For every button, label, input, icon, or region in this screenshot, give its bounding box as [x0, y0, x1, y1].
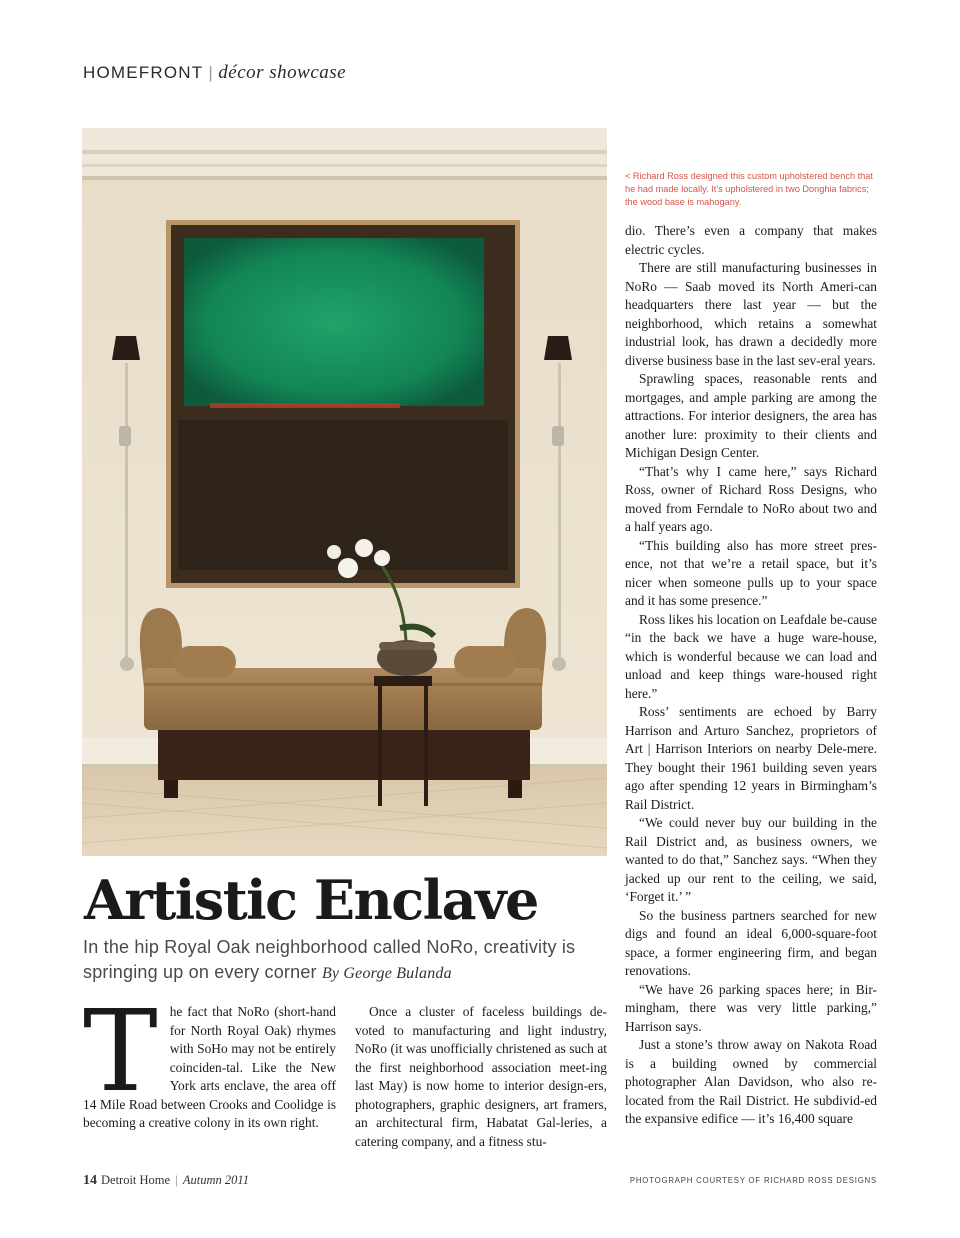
paragraph: Ross likes his location on Leafdale be-cause “in the back we have a huge ware-house, which is wonderful because we can load and unload and keep things ware-housed right here.”	[625, 611, 877, 701]
section-label	[83, 62, 346, 84]
paragraph: “This building also has more street pres-ence, not that we’re a retail space, but it’s nicer when someone pulls up to your space and it has some presence.”	[625, 537, 877, 608]
paragraph: There are still manufacturing businesses in NoRo — Saab moved its North Ameri-can headquarters there last year — but the neighborhood, which retains a somewhat industrial look, has drawn a decidedly more diverse business base in the last sev-eral years.	[625, 260, 877, 368]
paragraph: he fact that NoRo (short-hand for North Royal Oak) rhymes with SoHo may not be entirely coinciden-tal. Like the New York arts enclave, the area off 14 Mile Road between Crooks and Coolidge is becoming a creative colony in its own right.	[83, 1004, 336, 1130]
article-deck	[83, 935, 613, 986]
paragraph: Ross’ sentiments are echoed by Barry Harrison and Arturo Sanchez, proprietors of Art | Harrison Interiors on nearby Dele-mere. They bought their 1961 building seven years ago after spending 12 years in Birmingham’s Rail District.	[625, 704, 877, 812]
section-divider: |	[208, 63, 214, 82]
article-column-right	[625, 222, 877, 1129]
article-column-left	[83, 987, 336, 1133]
paragraph: “We could never buy our building in the Rail District and, as business owners, we wanted to do that,” Sanchez says. “When they jacked up our rent to the ceiling, we said, ‘Forget it.’ ”	[625, 815, 877, 904]
article-headline: Artistic Enclave	[84, 868, 538, 932]
section-name: HOMEFRONT	[83, 63, 204, 82]
page-footer	[83, 1173, 249, 1189]
page-number: 14	[83, 1173, 97, 1188]
paragraph: Sprawling spaces, reasonable rents and mortgages, and ample parking are among the attractions. For interior designers, the area has another lure: proximity to their clients and Michigan Design Center.	[625, 371, 877, 460]
paragraph: “We have 26 parking spaces here; in Bir-mingham, there was very little parking,” Harrison says.	[625, 981, 877, 1034]
paragraph: Once a cluster of faceless buildings de-voted to manufacturing and light industry, NoRo (it was unofficially christened as such at the first neighborhood association meet-ing last May) is now home to interior design-ers, photographers, graphic designers, art framers, an architectural firm, Habatat Gal-leries, a catering company, and a fitness stu-	[355, 1004, 607, 1149]
article-column-middle	[355, 1003, 607, 1151]
section-subtitle: décor showcase	[218, 62, 347, 83]
drop-cap: T	[83, 987, 158, 1117]
deck-text: In the hip Royal Oak neighborhood called NoRo, creativity is springing up on every corner	[83, 937, 576, 982]
byline: By George Bulanda	[321, 965, 452, 982]
feature-photo-illustration	[82, 128, 607, 856]
paragraph: Just a stone’s throw away on Nakota Road is a building owned by commercial photographer Alan Davidson, who also re-located from the Rail District. He subdivid-ed the expansive edifice — it’s 16,400 square	[625, 1037, 877, 1126]
issue-date: Autumn 2011	[182, 1173, 249, 1187]
photo-credit: PHOTOGRAPH COURTESY OF RICHARD ROSS DESIGNS	[629, 1176, 877, 1185]
paragraph: “That’s why I came here,” says Richard Ross, owner of Richard Ross Designs, who moved from Ferndale to NoRo about two and a half years ago.	[625, 463, 877, 534]
feature-photo	[82, 128, 607, 856]
paragraph: dio. There’s even a company that makes electric cycles.	[625, 223, 877, 257]
footer-divider: |	[172, 1173, 181, 1187]
magazine-name: Detroit Home	[101, 1173, 171, 1187]
photo-caption: < Richard Ross designed this custom upholstered bench that he had made locally. It’s upholstered in two Donghia fabrics; the wood base is mahogany.	[625, 171, 873, 207]
paragraph: So the business partners searched for new digs and found an ideal 6,000-square-foot space, a former engineering firm, and began renovations.	[625, 907, 877, 978]
